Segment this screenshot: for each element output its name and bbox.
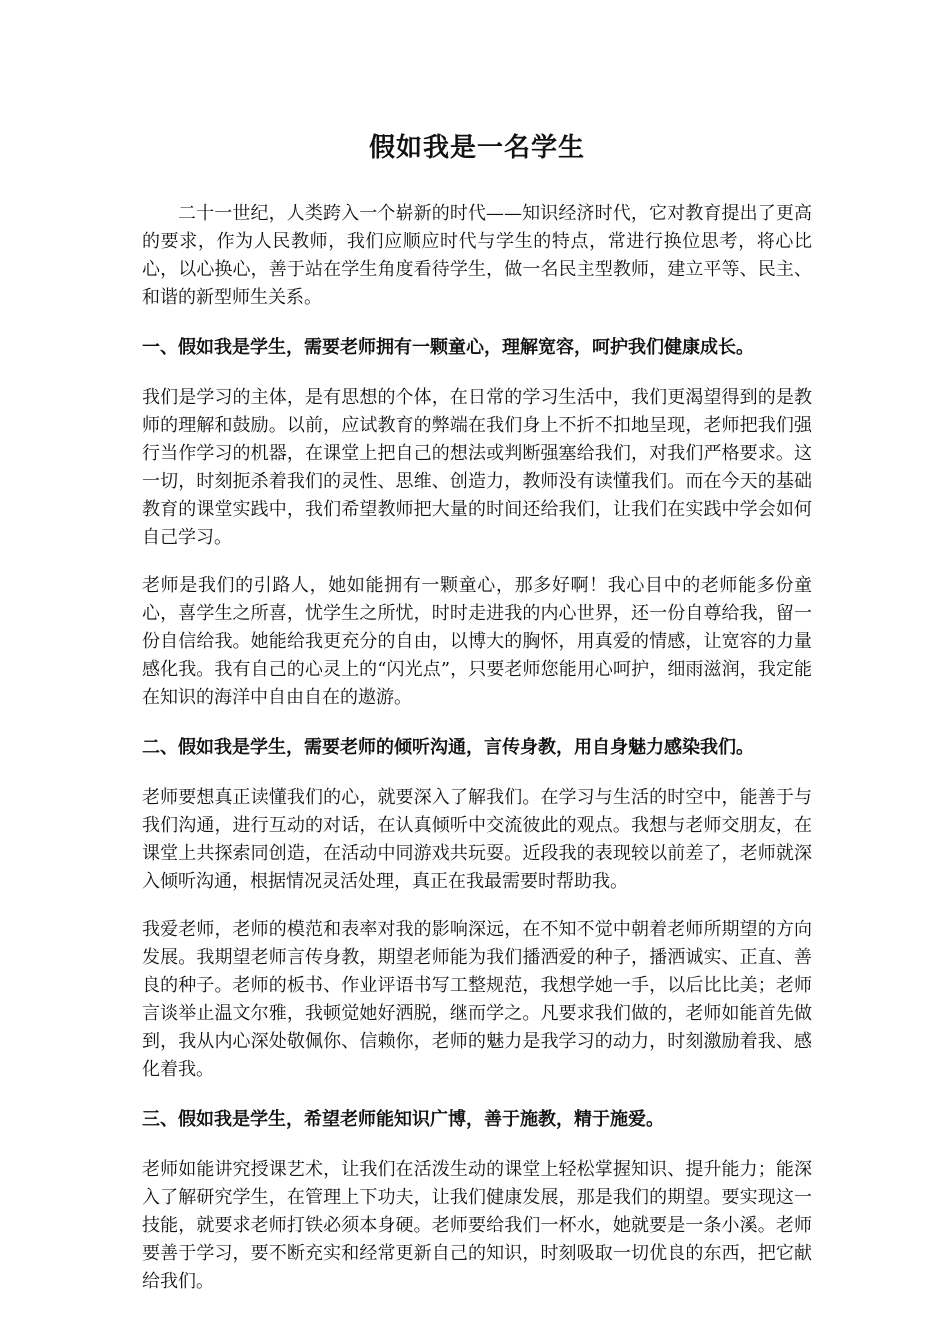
intro-paragraph: 二十一世纪，人类跨入一个崭新的时代——知识经济时代，它对教育提出了更高的要求，作为人民教师，我们应顺应时代与学生的特点，常进行换位思考，将心比心，以心换心，善于站在学生角度看待学生，做一名民主型教师，建立平等、民主、和谐的新型师生关系。 — [142, 203, 812, 308]
body-paragraph: 老师如能讲究授课艺术，让我们在活泼生动的课堂上轻松掌握知识、提升能力；能深入了解研究学生，在管理上下功夫，让我们健康发展，那是我们的期望。要实现这一技能，就要求老师打铁必须本身硬。老师要给我们一杯水，她就要是一条小溪。老师要善于学习，要不断充实和经常更新自己的知识，时刻吸取一切优良的东西，把它献给我们。 — [142, 1159, 812, 1292]
document-title: 假如我是一名学生 — [368, 133, 585, 163]
body-paragraph: 我们是学习的主体，是有思想的个体，在日常的学习生活中，我们更渴望得到的是教师的理解和鼓励。以前，应试教育的弊端在我们身上不折不扣地呈现，老师把我们强行当作学习的机器，在课堂上把自己的想法或判断强塞给我们，对我们严格要求。这一切，时刻扼杀着我们的灵性、思维、创造力，教师没有读懂我们。而在今天的基础教育的课堂实践中，我们希望教师把大量的时间还给我们，让我们在实践中学会如何自己学习。 — [142, 387, 812, 548]
body-paragraph: 老师要想真正读懂我们的心，就要深入了解我们。在学习与生活的时空中，能善于与我们沟通，进行互动的对话，在认真倾听中交流彼此的观点。我想与老师交朋友，在课堂上共探索同创造，在活动中同游戏共玩耍。近段我的表现较以前差了，老师就深入倾听沟通，根据情况灵活处理，真正在我最需要时帮助我。 — [142, 787, 812, 892]
body-paragraph: 我爱老师，老师的模范和表率对我的影响深远，在不知不觉中朝着老师所期望的方向发展。我期望老师言传身教，期望老师能为我们播洒爱的种子，播洒诚实、正直、善良的种子。老师的板书、作业评语书写工整规范，我想学她一手，以后比比美；老师言谈举止温文尔雅，我顿觉她好洒脱，继而学之。凡要求我们做的，老师如能首先做到，我从内心深处敬佩你、信赖你，老师的魅力是我学习的动力，时刻激励着我、感化着我。 — [142, 919, 812, 1080]
section-heading-3: 三、假如我是学生，希望老师能知识广博，善于施教，精于施爱。 — [142, 1109, 664, 1130]
body-paragraph: 老师是我们的引路人，她如能拥有一颗童心，那多好啊！我心目中的老师能多份童心，喜学生之所喜，忧学生之所忧，时时走进我的内心世界，还一份自尊给我，留一份自信给我。她能给我更充分的自由，以博大的胸怀，用真爱的情感，让宽容的力量感化我。我有自己的心灵上的“闪光点”，只要老师您能用心呵护，细雨滋润，我定能在知识的海洋中自由自在的遨游。 — [142, 575, 812, 708]
document-page — [142, 128, 812, 1296]
section-heading-2: 二、假如我是学生，需要老师的倾听沟通，言传身教，用自身魅力感染我们。 — [142, 737, 754, 758]
section-heading-1: 一、假如我是学生，需要老师拥有一颗童心，理解宽容，呵护我们健康成长。 — [142, 337, 754, 358]
